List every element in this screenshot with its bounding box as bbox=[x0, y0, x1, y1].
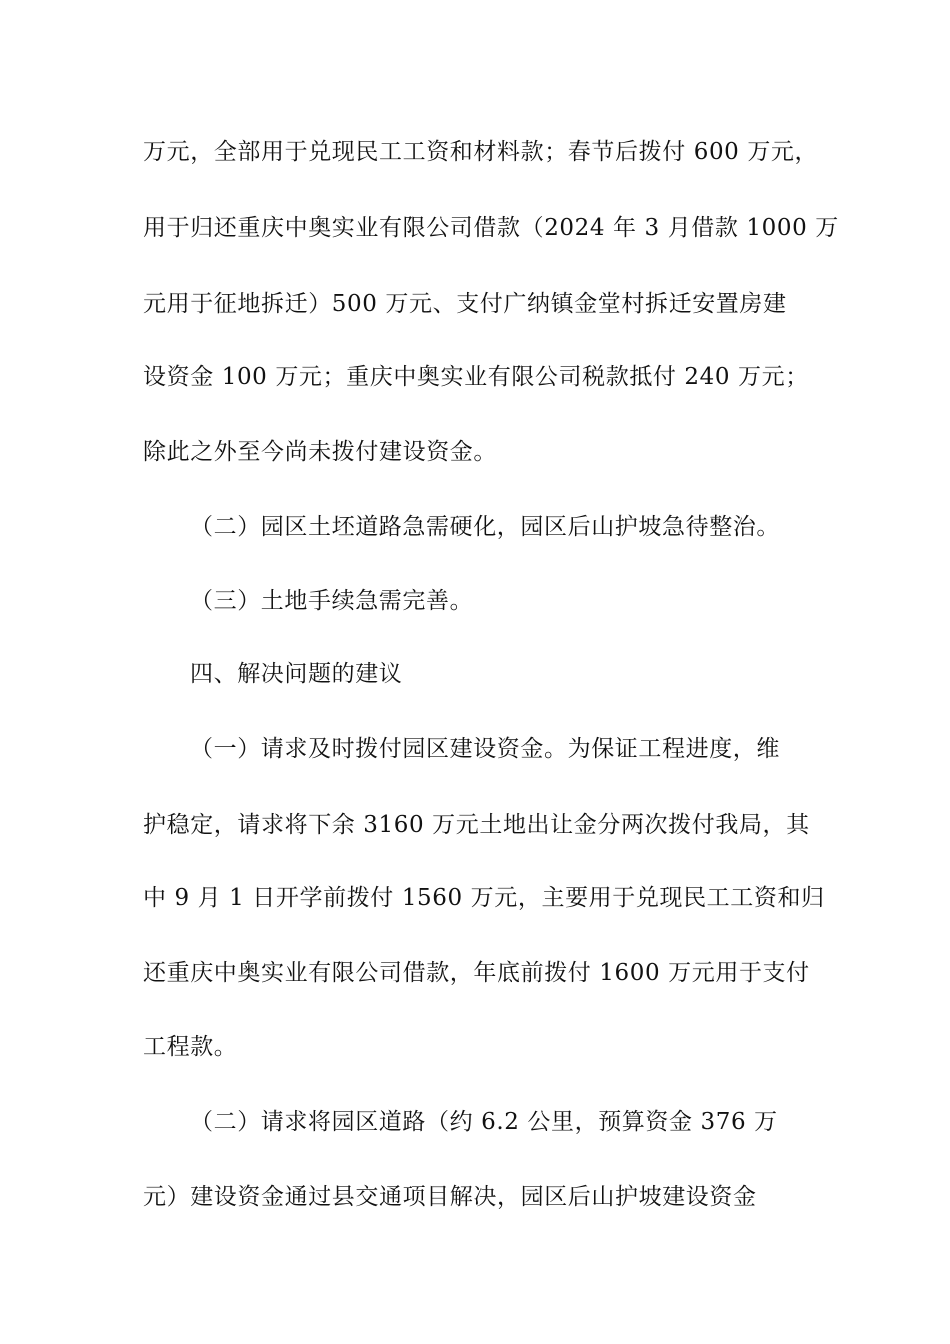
paragraph-line: 元）建设资金通过县交通项目解决，园区后山护坡建设资金 bbox=[143, 1184, 757, 1210]
paragraph-line: 除此之外至今尚未拨付建设资金。 bbox=[143, 439, 497, 465]
paragraph-line: 工程款。 bbox=[143, 1034, 238, 1060]
section-heading-3: （三）土地手续急需完善。 bbox=[190, 588, 474, 614]
paragraph-line: 万元，全部用于兑现民工工资和材料款；春节后拨付 600 万元， bbox=[143, 139, 819, 165]
paragraph-line: 护稳定，请求将下余 3160 万元土地出让金分两次拨付我局，其 bbox=[143, 812, 810, 838]
paragraph-line: 还重庆中奥实业有限公司借款，年底前拨付 1600 万元用于支付 bbox=[143, 960, 810, 986]
paragraph-line: 设资金 100 万元；重庆中奥实业有限公司税款抵付 240 万元； bbox=[143, 364, 809, 390]
section-title-4: 四、解决问题的建议 bbox=[190, 661, 403, 687]
subsection-heading-1: （一）请求及时拨付园区建设资金。为保证工程进度，维 bbox=[190, 736, 780, 762]
paragraph-line: 用于归还重庆中奥实业有限公司借款（2024 年 3 月借款 1000 万 bbox=[143, 215, 839, 241]
paragraph-line: 元用于征地拆迁）500 万元、支付广纳镇金堂村拆迁安置房建 bbox=[143, 291, 787, 317]
paragraph-line: 中 9 月 1 日开学前拨付 1560 万元，主要用于兑现民工工资和归 bbox=[143, 885, 825, 911]
subsection-heading-2: （二）请求将园区道路（约 6.2 公里，预算资金 376 万 bbox=[190, 1109, 778, 1135]
section-heading-2: （二）园区土坯道路急需硬化，园区后山护坡急待整治。 bbox=[190, 514, 780, 540]
